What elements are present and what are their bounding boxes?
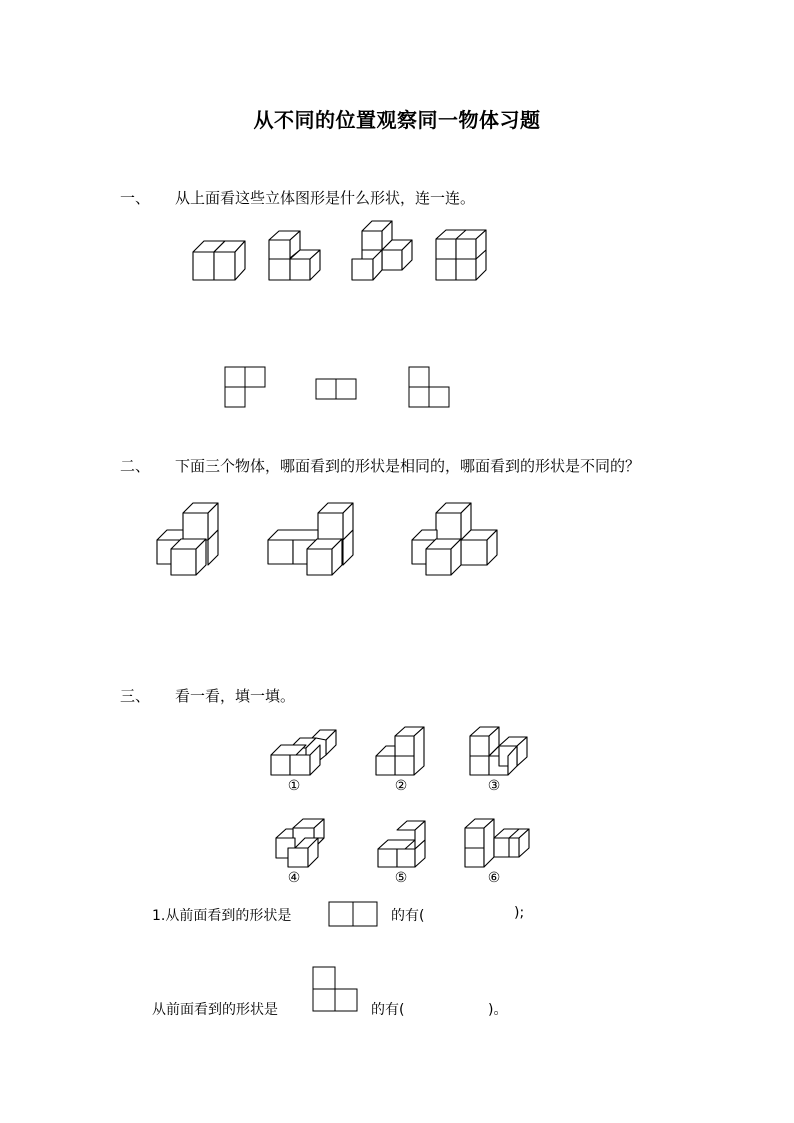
- q3-sub2-suffix: 的有(: [371, 1002, 405, 1018]
- q3-label-6: ⑥: [487, 870, 501, 886]
- q3-solid-5: [378, 821, 425, 867]
- q2-solid-3: [412, 503, 497, 575]
- q1-solid-2: [269, 231, 320, 280]
- q3-shape-1: [329, 902, 377, 926]
- q1-view-2: [316, 379, 356, 399]
- q1-view-1: [225, 367, 265, 407]
- q3-sub2-prefix: 从前面看到的形状是: [152, 1002, 278, 1018]
- q3-label-4: ④: [287, 870, 301, 886]
- q3-sub2-close: )。: [488, 1002, 508, 1018]
- q3-solid-2: [376, 727, 424, 775]
- q3-label-2: ②: [394, 778, 408, 794]
- q1-number: 一、: [120, 189, 151, 207]
- q3-label-1: ①: [287, 778, 301, 794]
- q3-solid-6: [465, 819, 529, 867]
- q2-text: 下面三个物体，哪面看到的形状是相同的，哪面看到的形状是不同的？: [175, 457, 641, 475]
- q3-solid-3: [470, 727, 527, 775]
- q3-number: 三、: [120, 687, 151, 705]
- q1-solid-1: [193, 241, 245, 280]
- q1-text: 从上面看这些立体图形是什么形状，连一连。: [175, 189, 476, 207]
- q2-solid-1: [157, 503, 218, 575]
- q3-shape-2: [313, 967, 357, 1011]
- q3-solid-4: [276, 819, 324, 867]
- q2-number: 二、: [120, 457, 151, 475]
- q3-solid-1: [271, 730, 336, 775]
- q3-text: 看一看，填一填。: [175, 687, 296, 705]
- q3-label-5: ⑤: [394, 870, 408, 886]
- q2-solid-2: [268, 503, 353, 575]
- q3-label-3: ③: [487, 778, 501, 794]
- page-title: 从不同的位置观察同一物体习题: [253, 108, 541, 132]
- q1-solid-4: [436, 230, 486, 280]
- q1-view-3: [409, 367, 449, 407]
- q3-sub1-prefix: 1.从前面看到的形状是: [152, 908, 292, 924]
- q3-sub1-close: );: [514, 905, 525, 921]
- q1-solid-3: [352, 221, 412, 280]
- q3-sub1-suffix: 的有(: [391, 908, 425, 924]
